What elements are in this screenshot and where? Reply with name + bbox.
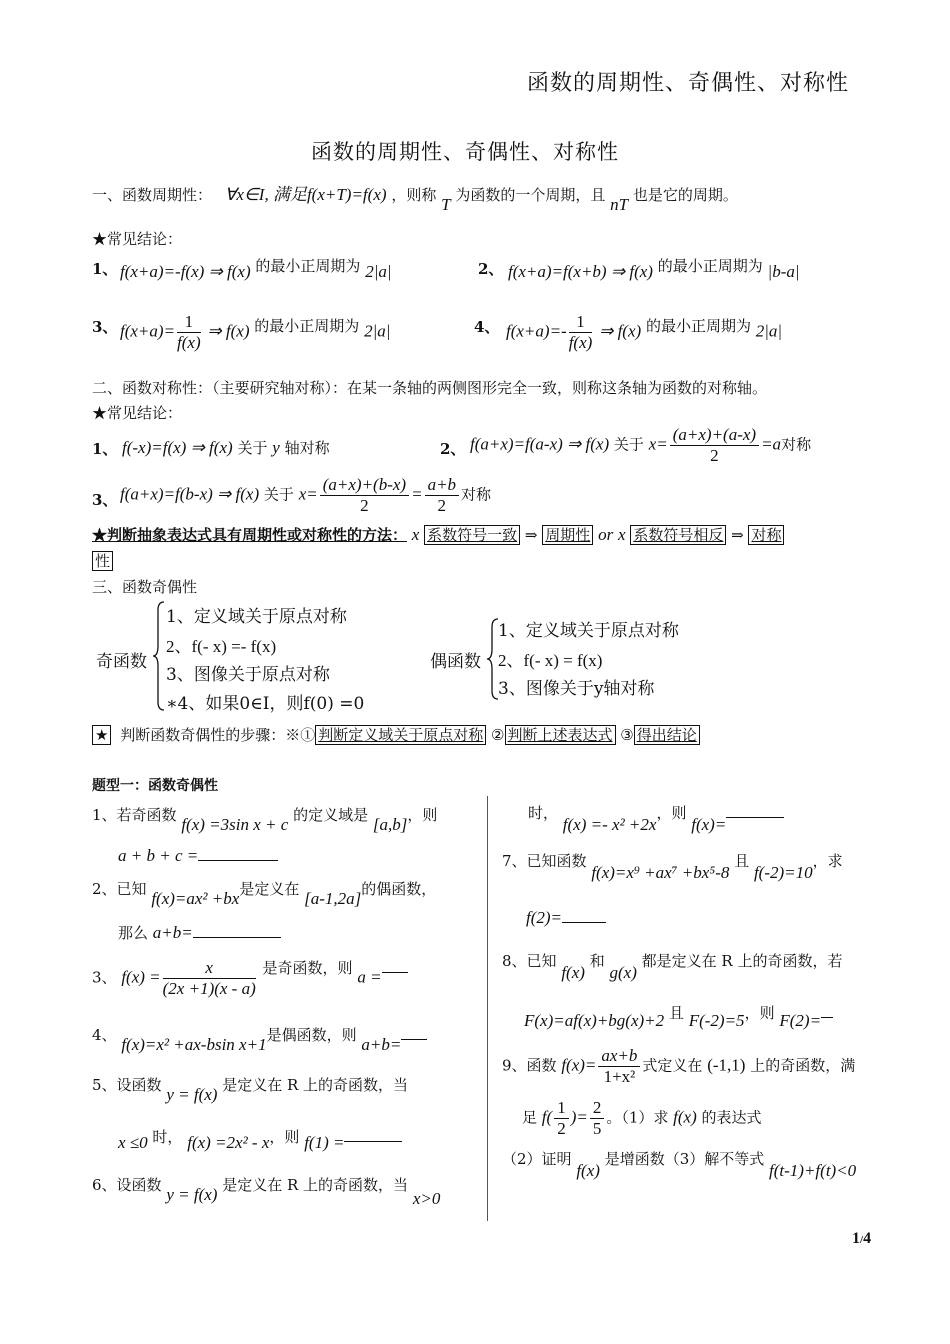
domain: (-1,1) bbox=[707, 1055, 746, 1075]
step-marker: ③ bbox=[620, 726, 634, 744]
text: 3、 bbox=[92, 968, 117, 987]
formula: f(x+a)=-f(x) ⇒ f(x) bbox=[120, 262, 251, 281]
condition: x ≤0 bbox=[118, 1133, 148, 1152]
problem-9-parts bbox=[502, 1148, 857, 1180]
odd-conditions bbox=[166, 603, 364, 719]
formula: f(x) =2x² - x bbox=[187, 1133, 270, 1152]
text: 7、已知函数 bbox=[502, 852, 587, 870]
period-value: 2|a| bbox=[365, 262, 392, 281]
text: （2）证明 bbox=[502, 1150, 572, 1168]
problem-6-cont bbox=[528, 802, 784, 834]
arrow: ⇒ bbox=[524, 526, 538, 544]
formula: f(x+a)=- bbox=[506, 321, 567, 341]
formula: f(x) =- x² +2x bbox=[562, 815, 657, 834]
even-function-label: 偶函数 bbox=[430, 652, 481, 672]
problem-8 bbox=[502, 950, 843, 982]
formula: f(x+a)= bbox=[120, 321, 176, 341]
step-box: 判断上述表达式 bbox=[505, 725, 616, 745]
problem-9-cont bbox=[522, 1098, 762, 1139]
fraction-denominator: 2 bbox=[710, 446, 719, 465]
period-item-3 bbox=[120, 312, 390, 353]
formula: y = f(x) bbox=[166, 1185, 218, 1204]
boxed-term: 性 bbox=[92, 551, 113, 571]
formula: f(x) bbox=[673, 1107, 697, 1127]
fraction-denominator: 2 bbox=[360, 496, 369, 515]
item-number: 3、 bbox=[92, 491, 118, 509]
domain: [a-1,2a] bbox=[304, 889, 362, 908]
formula: f(-x)=f(x) ⇒ f(x) bbox=[122, 438, 233, 457]
formula: x= bbox=[648, 434, 668, 454]
answer-blank[interactable] bbox=[726, 817, 784, 818]
answer-blank[interactable] bbox=[382, 972, 408, 973]
text: 4、 bbox=[92, 1026, 117, 1044]
item-number: 3、 bbox=[92, 318, 118, 336]
boxed-term: 周期性 bbox=[542, 525, 593, 545]
fraction-denominator: 2 bbox=[557, 1119, 566, 1138]
odd-condition: 2、f(- x) =- f(x) bbox=[166, 637, 277, 656]
formula: x= bbox=[298, 484, 318, 504]
text: 5、设函数 bbox=[92, 1076, 162, 1094]
problem-6 bbox=[92, 1174, 441, 1208]
even-conditions bbox=[498, 617, 679, 704]
formula: f(a+x)=f(a-x) ⇒ f(x) bbox=[470, 434, 610, 454]
common-conclusions-label: ★常见结论： bbox=[92, 230, 183, 248]
text: 是定义在 bbox=[239, 880, 300, 898]
odd-condition: 1、定义域关于原点对称 bbox=[166, 607, 347, 627]
formula: y = f(x) bbox=[166, 1085, 218, 1104]
formula: )= bbox=[570, 1107, 588, 1127]
fraction-numerator: 1 bbox=[554, 1098, 569, 1119]
text: 8、已知 bbox=[502, 952, 557, 970]
text: 和 bbox=[589, 952, 605, 970]
text: 且 bbox=[734, 852, 750, 870]
definition-text: ，则称 bbox=[391, 186, 437, 204]
formula: f(x)= bbox=[561, 1055, 597, 1075]
boxed-term: 系数符号一致 bbox=[424, 525, 520, 545]
fraction-denominator: f(x) bbox=[177, 333, 201, 352]
text: 的最小正周期为 bbox=[645, 316, 751, 335]
method-title: ★判断抽象表达式具有周期性或对称性的方法： bbox=[92, 526, 408, 544]
text: 1、若奇函数 bbox=[92, 806, 177, 824]
text: ，则 bbox=[407, 806, 438, 824]
period-symbol: T bbox=[441, 195, 451, 214]
page-number bbox=[852, 1230, 871, 1248]
odd-condition: ∗4、如果0∈I，则f(0) =0 bbox=[166, 694, 365, 714]
page-separator: / bbox=[860, 1234, 864, 1246]
text: 上的奇函数，满 bbox=[750, 1056, 856, 1075]
text: 式定义在 bbox=[642, 1056, 703, 1075]
formula: a = bbox=[357, 967, 382, 987]
text: 2、已知 bbox=[92, 880, 147, 898]
text: 。（1）求 bbox=[606, 1108, 669, 1127]
answer-blank[interactable] bbox=[344, 1141, 402, 1142]
parity-steps bbox=[92, 724, 700, 745]
steps-label: 判断函数奇偶性的步骤：※① bbox=[120, 726, 316, 744]
definition-text: 为函数的一个周期，且 bbox=[455, 186, 606, 204]
formula: ⇒ f(x) bbox=[207, 321, 250, 341]
even-condition: 3、图像关于y轴对称 bbox=[498, 679, 655, 699]
method-line bbox=[92, 524, 784, 545]
boxed-term: 对称 bbox=[748, 525, 784, 545]
text: 关于 bbox=[237, 439, 268, 457]
text: 的表达式 bbox=[701, 1108, 762, 1127]
text: 9、函数 bbox=[502, 1056, 557, 1075]
text: 轴对称 bbox=[284, 439, 330, 457]
variable: x bbox=[411, 525, 420, 544]
item-number: 1、 bbox=[92, 440, 118, 458]
current-page: 1 bbox=[852, 1230, 860, 1247]
formula: = bbox=[411, 484, 423, 504]
boxed-term: 系数符号相反 bbox=[630, 525, 726, 545]
period-item-1 bbox=[120, 257, 392, 282]
text: 的最小正周期为 bbox=[255, 257, 361, 275]
problem-1-answer bbox=[118, 846, 278, 866]
formula: f(x) bbox=[561, 963, 585, 982]
or-word: or bbox=[598, 525, 614, 544]
text: 是奇函数，则 bbox=[262, 958, 353, 977]
definition-text: 也是它的周期。 bbox=[632, 186, 738, 204]
formula: f(x) bbox=[576, 1161, 600, 1180]
page-title: 函数的周期性、奇偶性、对称性 bbox=[311, 140, 619, 164]
period-value: 2|a| bbox=[755, 321, 783, 341]
text: 时， bbox=[528, 804, 559, 822]
answer-blank[interactable] bbox=[562, 922, 606, 923]
item-number: 2、 bbox=[440, 440, 466, 458]
formula: f( bbox=[541, 1107, 553, 1127]
variable: x bbox=[617, 525, 626, 544]
formula: ⇒ f(x) bbox=[599, 321, 642, 341]
item-number: 2、 bbox=[478, 260, 504, 278]
fraction-numerator: (a+x)+(a-x) bbox=[670, 425, 759, 446]
step-box: 得出结论 bbox=[634, 725, 700, 745]
formula: f(t-1)+f(t)<0 bbox=[769, 1161, 857, 1180]
formula: f(2)= bbox=[526, 908, 563, 927]
section-periodicity-definition bbox=[92, 180, 738, 214]
formula: f(x) = bbox=[121, 967, 161, 987]
answer-blank[interactable] bbox=[821, 1017, 833, 1018]
fraction-numerator: 1 bbox=[569, 312, 593, 333]
formula: f(x)= bbox=[691, 815, 727, 834]
item-number: 4、 bbox=[474, 318, 500, 336]
text: 对称 bbox=[461, 485, 492, 504]
text: ，则 bbox=[656, 804, 687, 822]
odd-brace bbox=[152, 600, 166, 712]
text: 时， bbox=[152, 1128, 183, 1146]
text: 关于 bbox=[613, 435, 644, 454]
symmetry-item-1 bbox=[122, 437, 330, 458]
star-icon: ★ bbox=[92, 725, 111, 745]
text: 关于 bbox=[263, 485, 294, 504]
problem-7 bbox=[502, 850, 843, 882]
text: 的偶函数， bbox=[361, 880, 437, 898]
formula: =a bbox=[761, 434, 782, 454]
condition: x>0 bbox=[412, 1189, 441, 1208]
answer-blank[interactable] bbox=[198, 860, 278, 861]
condition: f(-2)=10 bbox=[753, 863, 813, 882]
text: 那么 bbox=[118, 924, 149, 942]
period-item-2 bbox=[508, 257, 800, 282]
fraction-denominator: f(x) bbox=[568, 333, 593, 352]
arrow: ⇒ bbox=[731, 526, 744, 544]
formula: f(1) = bbox=[304, 1133, 345, 1152]
text: 都是定义在 R 上的奇函数，若 bbox=[641, 952, 843, 970]
formula: a+b= bbox=[361, 1035, 402, 1054]
formula: a + b + c = bbox=[118, 846, 199, 865]
problem-7-answer bbox=[526, 908, 606, 928]
answer-blank[interactable] bbox=[193, 937, 281, 938]
column-divider bbox=[487, 796, 488, 1221]
fraction-numerator: 2 bbox=[590, 1098, 605, 1119]
section-parity: 三、函数奇偶性 bbox=[92, 578, 198, 596]
formula: F(2)= bbox=[779, 1011, 822, 1030]
text: 是偶函数，则 bbox=[266, 1026, 357, 1044]
even-condition: 2、f(- x) = f(x) bbox=[498, 651, 603, 670]
text: 的最小正周期为 bbox=[254, 316, 360, 335]
problem-set-heading: 题型一：函数奇偶性 bbox=[92, 778, 218, 794]
fraction-numerator: x bbox=[163, 958, 256, 979]
text: 的最小正周期为 bbox=[657, 257, 763, 275]
problem-1 bbox=[92, 804, 438, 834]
text: 6、设函数 bbox=[92, 1176, 162, 1194]
domain: [a,b] bbox=[372, 815, 408, 834]
common-conclusions-label: ★常见结论： bbox=[92, 404, 183, 422]
text: 是定义在 R 上的奇函数，当 bbox=[222, 1176, 409, 1194]
problem-5 bbox=[92, 1074, 409, 1104]
period-multiple: nT bbox=[610, 195, 629, 214]
axis-symbol: y bbox=[272, 438, 280, 457]
section-symmetry-definition: 二、函数对称性：（主要研究轴对称）：在某一条轴的两侧图形完全一致，则称这条轴为函数的对称轴。 bbox=[92, 379, 768, 397]
fraction-denominator: 2 bbox=[437, 496, 447, 515]
fraction-numerator: (a+x)+(b-x) bbox=[320, 475, 409, 496]
formula: a+b= bbox=[152, 923, 193, 942]
fraction-denominator: 1+x² bbox=[603, 1067, 636, 1086]
problem-2-answer bbox=[118, 922, 281, 943]
period-value: 2|a| bbox=[364, 321, 391, 341]
text: 是定义在 R 上的奇函数，当 bbox=[222, 1076, 409, 1094]
formula: f(x)=x² +ax-bsin x+1 bbox=[121, 1035, 267, 1054]
period-value: |b-a| bbox=[767, 262, 800, 281]
fraction-numerator: ax+b bbox=[598, 1046, 640, 1067]
text: ，则 bbox=[744, 1004, 775, 1022]
definition-formula: ∀x∈I, 满足f(x+T)=f(x) bbox=[224, 185, 387, 204]
formula: f(x+a)=f(x+b) ⇒ f(x) bbox=[508, 262, 653, 281]
text: ，则 bbox=[269, 1128, 300, 1146]
period-item-4 bbox=[506, 312, 782, 353]
symmetry-item-3 bbox=[120, 475, 491, 516]
problem-4 bbox=[92, 1024, 427, 1054]
formula: F(x)=af(x)+bg(x)+2 bbox=[524, 1011, 665, 1030]
symmetry-item-2 bbox=[470, 425, 811, 466]
text: 且 bbox=[668, 1004, 684, 1022]
total-pages: 4 bbox=[863, 1230, 872, 1247]
text: ，求 bbox=[812, 852, 843, 870]
text: 足 bbox=[522, 1108, 538, 1127]
problem-2 bbox=[92, 878, 437, 908]
formula: f(x)=ax² +bx bbox=[151, 889, 240, 908]
fraction-numerator: a+b bbox=[425, 475, 459, 496]
fraction-denominator: 5 bbox=[592, 1119, 602, 1138]
fraction-numerator: 1 bbox=[177, 312, 201, 333]
problem-8-cont bbox=[524, 1002, 833, 1030]
step-marker: ② bbox=[491, 726, 505, 744]
text: 的定义域是 bbox=[293, 806, 369, 824]
section-label: 一、函数周期性： bbox=[92, 186, 213, 204]
problem-9 bbox=[502, 1046, 855, 1087]
item-number: 1、 bbox=[92, 260, 118, 278]
formula: f(a+x)=f(b-x) ⇒ f(x) bbox=[120, 484, 260, 504]
even-condition: 1、定义域关于原点对称 bbox=[498, 621, 679, 641]
text: 是增函数（3）解不等式 bbox=[604, 1150, 765, 1168]
fraction-denominator: (2x +1)(x - a) bbox=[162, 979, 256, 998]
step-box: 判断定义域关于原点对称 bbox=[315, 725, 486, 745]
odd-condition: 3、图像关于原点对称 bbox=[166, 665, 330, 685]
odd-function-label: 奇函数 bbox=[96, 652, 147, 672]
formula: f(x)=x⁹ +ax⁷ +bx⁵-8 bbox=[591, 863, 730, 882]
problem-5-cont bbox=[118, 1126, 402, 1152]
condition: F(-2)=5 bbox=[688, 1011, 745, 1030]
answer-blank[interactable] bbox=[401, 1039, 427, 1040]
problem-3 bbox=[92, 958, 408, 999]
text: 对称 bbox=[781, 435, 812, 454]
formula: f(x) =3sin x + c bbox=[181, 815, 289, 834]
formula: g(x) bbox=[609, 963, 637, 982]
header-title: 函数的周期性、奇偶性、对称性 bbox=[527, 71, 850, 96]
